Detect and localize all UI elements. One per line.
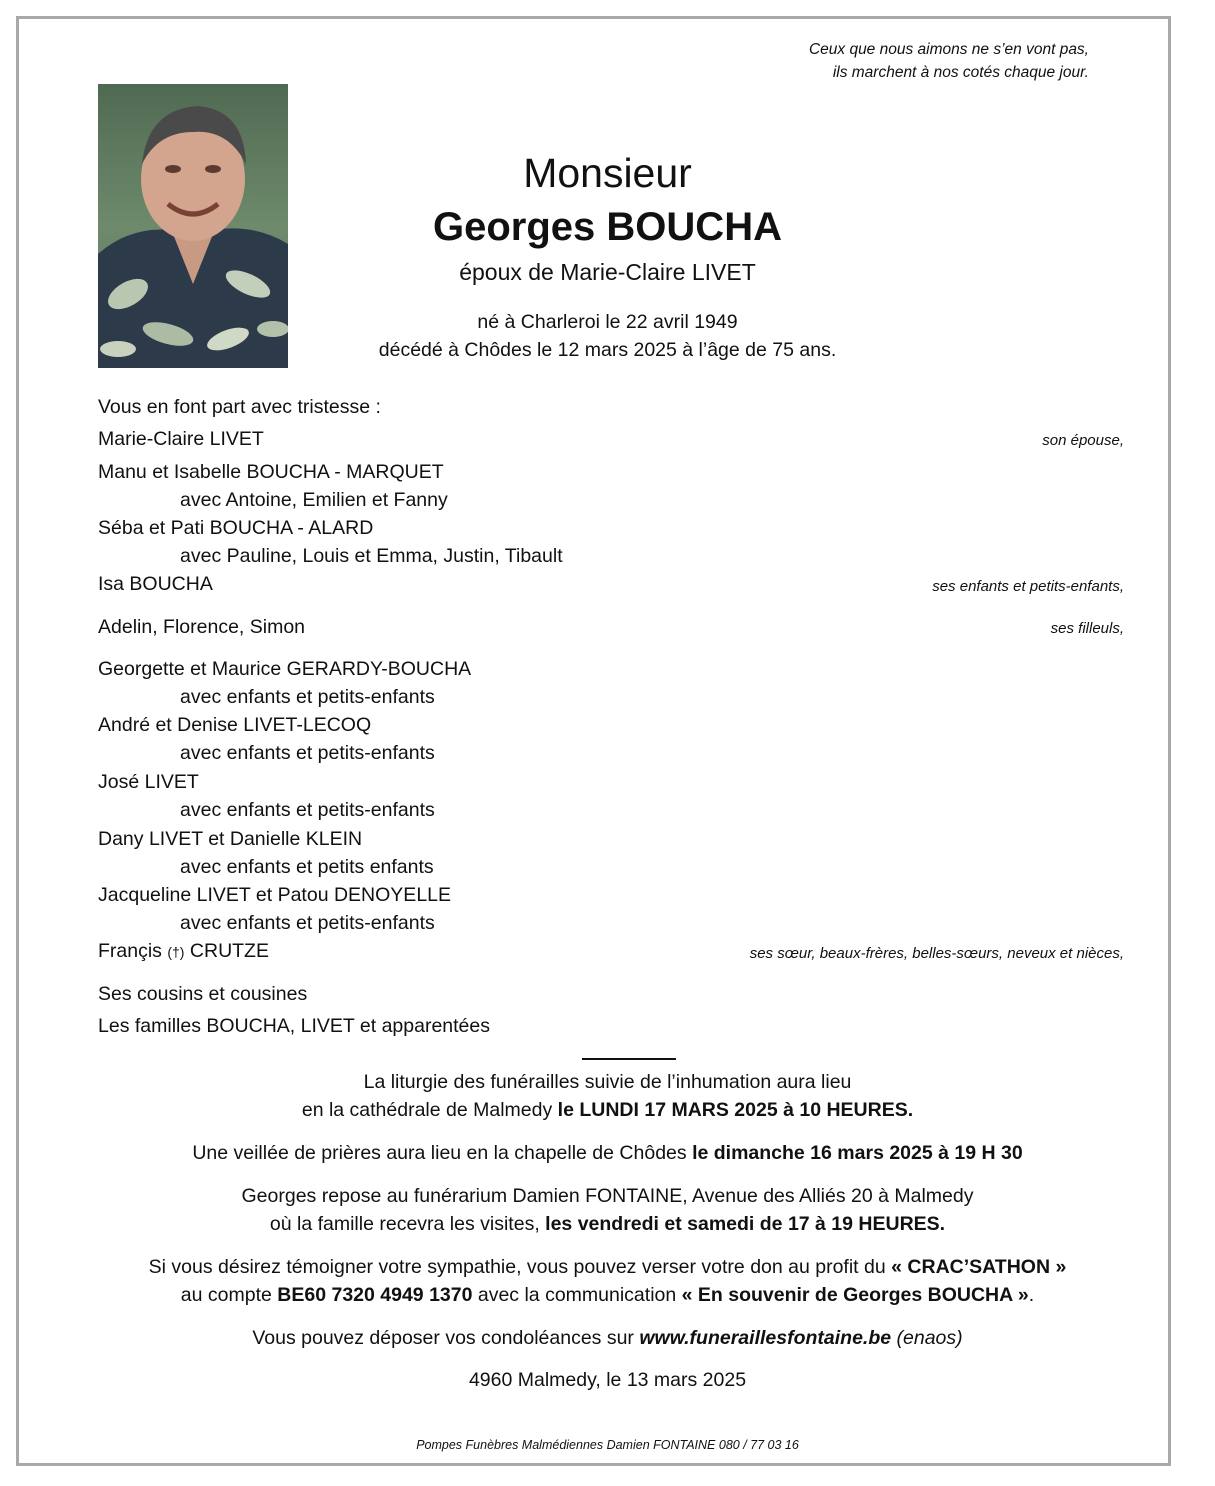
donation-intro: Si vous désirez témoigner votre sympathie, vous pouvez verser votre don au profit du <box>148 1256 892 1278</box>
donation-line-2 <box>0 1284 1215 1307</box>
communication-text: « En souvenir de Georges BOUCHA » <box>681 1284 1029 1306</box>
family-related: Les familles BOUCHA, LIVET et apparentées <box>98 1015 490 1037</box>
family-sibling-6 <box>98 940 269 963</box>
condolences-line <box>0 1327 1215 1350</box>
family-sibling-2-kids: avec enfants et petits-enfants <box>180 742 435 764</box>
condolences-link[interactable]: www.funeraillesfontaine.be <box>639 1327 892 1349</box>
liturgy-date: le LUNDI 17 MARS 2025 à 10 HEURES. <box>557 1099 914 1121</box>
donation-charity: « CRAC’SATHON » <box>891 1256 1067 1278</box>
family-wife: Marie-Claire LIVET <box>98 428 264 450</box>
place-date: 4960 Malmedy, le 13 mars 2025 <box>468 1369 747 1391</box>
vigil-line <box>0 1142 1215 1165</box>
condolences-intro: Vous pouvez déposer vos condoléances sur <box>252 1327 640 1349</box>
sibling-6-last: CRUTZE <box>184 940 269 962</box>
relation-siblings: ses sœur, beaux-frères, belles-sœurs, neveux et nièces, <box>749 945 1124 962</box>
donation-line-1 <box>0 1256 1215 1279</box>
family-sibling-2: André et Denise LIVET-LECOQ <box>98 714 372 736</box>
liturgy-line-2 <box>0 1099 1215 1122</box>
family-sibling-3: José LIVET <box>98 771 199 793</box>
deceased-cross: (†) <box>167 944 185 960</box>
family-cousins: Ses cousins et cousines <box>98 983 308 1005</box>
visits-times: les vendredi et samedi de 17 à 19 HEURES. <box>545 1213 946 1235</box>
epigraph-quote <box>669 38 1089 84</box>
birth-line: né à Charleroi le 22 avril 1949 <box>477 311 738 333</box>
account-number: BE60 7320 4949 1370 <box>277 1284 473 1306</box>
rest-line-1: Georges repose au funérarium Damien FONTAINE, Avenue des Alliés 20 à Malmedy <box>241 1185 974 1207</box>
family-sibling-4-kids: avec enfants et petits enfants <box>180 856 434 878</box>
death-line: décédé à Chôdes le 12 mars 2025 à l’âge de 75 ans. <box>378 339 837 361</box>
title-monsieur: Monsieur <box>523 150 692 196</box>
visits-intro: où la famille recevra les visites, <box>269 1213 546 1235</box>
quote-line-1: Ceux que nous aimons ne s’en vont pas, <box>808 41 1089 58</box>
family-sibling-1: Georgette et Maurice GERARDY-BOUCHA <box>98 658 472 680</box>
family-godchildren: Adelin, Florence, Simon <box>98 616 306 638</box>
communication-label: avec la communication <box>472 1284 682 1306</box>
family-sibling-3-kids: avec enfants et petits-enfants <box>180 799 435 821</box>
relation-godchildren: ses filleuls, <box>1050 620 1124 637</box>
vigil-place: Une veillée de prières aura lieu en la chapelle de Chôdes <box>192 1142 693 1164</box>
quote-line-2: ils marchent à nos cotés chaque jour. <box>832 64 1089 81</box>
rest-line-2 <box>0 1213 1215 1236</box>
relation-wife: son épouse, <box>1042 432 1124 449</box>
deceased-name: Georges BOUCHA <box>433 205 782 249</box>
footer-undertaker: Pompes Funèbres Malmédiennes Damien FONTAINE 080 / 77 03 16 <box>416 1438 799 1452</box>
family-child-3: Isa BOUCHA <box>98 573 213 595</box>
sibling-6-first: Françis <box>98 940 168 962</box>
donation-period: . <box>1028 1284 1035 1306</box>
separator-line <box>582 1058 676 1060</box>
liturgy-place: en la cathédrale de Malmedy <box>301 1099 558 1121</box>
family-sibling-4: Dany LIVET et Danielle KLEIN <box>98 828 363 850</box>
family-child-2: Séba et Pati BOUCHA - ALARD <box>98 517 374 539</box>
condolences-note: (enaos) <box>891 1327 963 1349</box>
family-intro: Vous en font part avec tristesse : <box>98 396 381 418</box>
family-sibling-1-kids: avec enfants et petits-enfants <box>180 686 435 708</box>
spouse-line: époux de Marie-Claire LIVET <box>459 259 756 285</box>
family-child-1: Manu et Isabelle BOUCHA - MARQUET <box>98 461 444 483</box>
family-child-1-kids: avec Antoine, Emilien et Fanny <box>180 489 448 511</box>
vigil-date: le dimanche 16 mars 2025 à 19 H 30 <box>692 1142 1023 1164</box>
family-sibling-5: Jacqueline LIVET et Patou DENOYELLE <box>98 884 452 906</box>
relation-children: ses enfants et petits-enfants, <box>932 578 1124 595</box>
family-child-2-kids: avec Pauline, Louis et Emma, Justin, Tibault <box>180 545 563 567</box>
account-label: au compte <box>180 1284 278 1306</box>
liturgy-line-1: La liturgie des funérailles suivie de l’inhumation aura lieu <box>363 1071 852 1093</box>
family-sibling-5-kids: avec enfants et petits-enfants <box>180 912 435 934</box>
